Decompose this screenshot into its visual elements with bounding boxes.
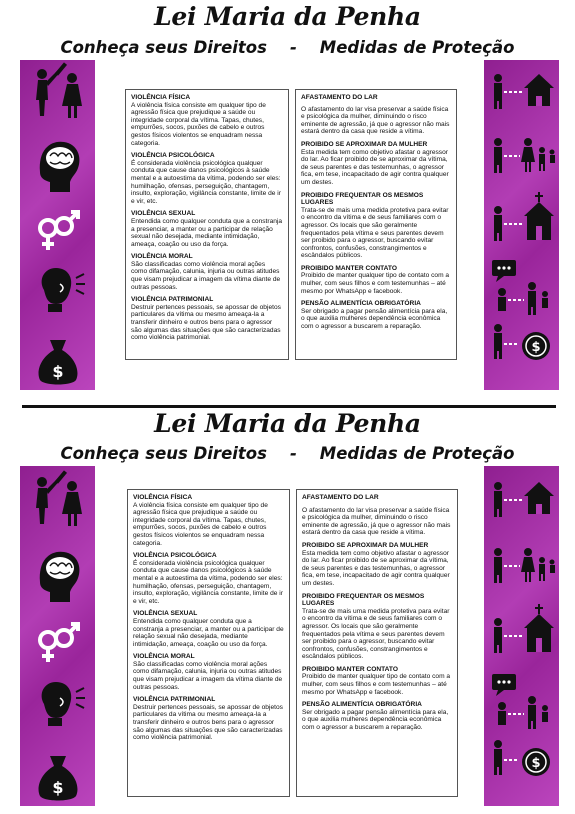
brain-icon [40,552,80,602]
section-body: Trata-se de mais uma medida protetiva para evitar o encontro da vítima e de seus familiares com o agressor. Os locais que são geralmente frequentados pela vítima e seus parentes devem ser proibido para o agressor, buscando evitar confrontos, confusões, constrangimentos e escândalos públicos. [301,206,449,260]
brain-icon [40,142,80,192]
section-title: AFASTAMENTO DO LAR [302,494,379,501]
violence-section-fisica [133,494,284,547]
section-divider [22,405,556,408]
chat-icon [492,260,548,315]
section-body: Proibido de manter qualquer tipo de contato com a mulher, com seus filhos e com testemunhas – até mesmo por WhatsApp e facebook. [302,673,451,696]
svg-text:$: $ [52,362,64,381]
svg-text:$: $ [52,778,64,797]
house-icon [494,74,554,109]
section-body: São classificadas como violência moral ações como difamação, calunia, injuria ou outras atitudes que visam prejudicar a imagem da vítima diante de outras pessoas. [131,260,281,291]
subtitle-right: Medidas de Proteção [319,38,515,57]
section-body: A violência física consiste em qualquer tipo de agressão física que prejudique a saúde ou integridade corporal da vítima. Tapas, chutes, empurrões, socos, puxões de cabelo e outros gestos físicos violentos se enquadram nessa categoria. [131,101,266,147]
measure-section-lugares [301,192,451,260]
measure-section-pensao [302,701,452,731]
section-title: PROIBIDO SE APROXIMAR DA MULHER [302,541,429,549]
coin-icon [494,324,550,360]
svg-text:$: $ [531,340,541,355]
chat-icon [492,674,548,729]
shouting-icon [42,682,85,726]
violence-section-psicologica [131,152,283,205]
page-subtitle [0,444,575,463]
page-title: Lei Maria da Penha [154,2,421,31]
section-body: Proibido de manter qualquer tipo de contato com a mulher, com seus filhos e com testemunhas – até mesmo por WhatsApp e facebook. [301,272,450,295]
measure-section-afastamento [301,94,451,136]
section-body: Esta medida tem como objetivo afastar o agressor do lar. Ao ficar proibido de se aproximar da vítima, de seus parentes e das testemunhas, o agressor fica, em tese, incapacitado de agir contra qualquer um destes. [302,549,450,587]
subtitle-left: Conheça seus Direitos [60,38,267,57]
left-icon-strip [20,466,95,806]
section-body: São classificadas como violência moral ações como difamação, calunia, injuria ou outras atitudes que visam prejudicar a imagem da vítima diante de outras pessoas. [133,660,283,691]
violence-section-moral [131,253,283,291]
section-body: É considerada violência psicológica qualquer conduta que cause danos psicológicos à saúde mental e a autoestima da vítima, podendo ser eles: humilhação, ofensas, perseguição, chantagem, insulto, exploração, vigilância constante, limite de ir e vir, etc. [133,559,283,605]
section-body: Trata-se de mais uma medida protetiva para evitar o encontro da vítima e de seus familiares com o agressor. Os locais que são geralmente frequentados pela vítima e seus parentes devem ser proibido para o agressor, buscando evitar confrontos, confusões, constrangimentos e escândalos públicos. [302,607,450,661]
left-icon-strip [20,60,95,390]
section-title: PROIBIDO FREQUENTAR OS MESMOS LUGARES [301,191,424,207]
violence-section-sexual [133,610,284,648]
gender-icon [40,624,78,662]
money-bag-icon [39,340,78,385]
violence-section-psicologica [133,552,284,605]
family-icon [494,548,555,583]
violence-section-sexual [131,210,283,248]
section-title: PROIBIDO MANTER CONTATO [302,665,398,673]
section-body: Esta medida tem como objetivo afastar o agressor do lar. Ao ficar proibido de se aproximar da vítima, de seus parentes e das testemunhas, o agressor fica, em tese, incapacitado de agir contra qualquer um destes. [301,148,449,186]
section-title: VIOLÊNCIA PATRIMONIAL [133,696,216,704]
section-title: VIOLÊNCIA SEXUAL [131,210,196,218]
violence-section-patrimonial [133,696,284,742]
section-body: A violência física consiste em qualquer tipo de agressão física que prejudique a saúde ou integridade corporal da vítima. Tapas, chutes, empurrões, socos, puxões de cabelo e outros gestos físicos violentos se enquadram nessa categoria. [133,501,268,547]
section-body: O afastamento do lar visa preservar a saúde física e psicológica da mulher, diminuindo o risco eminente de agressão, já que o agressor não mais estará dentro da casa que reside a vítima. [301,105,450,136]
page-subtitle [0,38,575,57]
measure-section-pensao [301,300,451,330]
violence-types-panel [127,489,290,797]
right-icon-strip [484,60,559,390]
flyer-bottom [0,409,575,814]
section-title: VIOLÊNCIA MORAL [133,653,195,661]
section-title: VIOLÊNCIA MORAL [131,253,193,261]
section-body: O afastamento do lar visa preservar a saúde física e psicológica da mulher, diminuindo o risco eminente de agressão, já que o agressor não mais estará dentro da casa que reside a vítima. [302,506,451,537]
section-title: VIOLÊNCIA PSICOLÓGICA [131,152,215,160]
section-title: VIOLÊNCIA PATRIMONIAL [131,296,214,304]
subtitle-right: Medidas de Proteção [319,444,515,463]
gender-icon [40,212,78,250]
section-body: Entendida como qualquer conduta que a constranja a presenciar, a manter ou a participar de relação sexual não desejada, mediante intimidação, ameaça, coação ou uso da força. [133,617,284,648]
house-icon [494,482,554,517]
section-title: VIOLÊNCIA SEXUAL [133,610,198,618]
subtitle-separator: - [289,38,297,57]
flyer-top [0,0,575,405]
shouting-icon [42,268,85,312]
section-title: PROIBIDO SE APROXIMAR DA MULHER [301,140,428,148]
svg-text:$: $ [531,756,541,771]
section-body: Entendida como qualquer conduta que a constranja a presenciar, a manter ou a participar de relação sexual não desejada, mediante intimidação, ameaça, coação ou uso da força. [131,217,283,248]
measure-section-contato [302,666,452,696]
violence-icon [36,62,82,118]
section-title: PENSÃO ALIMENTÍCIA OBRIGATÓRIA [301,300,421,308]
measure-section-aproximar [301,141,451,187]
measure-section-aproximar [302,542,452,588]
measure-section-afastamento [302,494,452,537]
measure-section-lugares [302,593,452,661]
protective-measures-panel [296,489,458,797]
violence-types-panel [125,89,289,360]
section-body: Destruir pertences pessoais, se apossar de objetos particulares da vítima ou mesmo ameaça-la a transferir dinheiro e outros bens para o agressor são algumas das situações que são caracterizadas como violência patrimonial. [131,303,281,342]
section-body: Ser obrigado a pagar pensão alimentícia para ela, o que auxilia mulheres dependência econômica com o agressor a buscarem a reparação. [301,307,448,331]
subtitle-separator: - [289,444,297,463]
violence-section-moral [133,653,284,691]
section-title: VIOLÊNCIA FÍSICA [133,494,193,501]
protective-measures-panel [295,89,457,360]
measure-section-contato [301,265,451,295]
section-title: VIOLÊNCIA FÍSICA [131,94,191,101]
right-icon-strip [484,466,559,806]
violence-icon [36,470,82,526]
page-title: Lei Maria da Penha [154,409,421,438]
money-bag-icon [39,756,78,801]
church-icon [494,192,554,241]
family-icon [494,138,555,173]
subtitle-left: Conheça seus Direitos [60,444,267,463]
section-title: VIOLÊNCIA PSICOLÓGICA [133,552,217,560]
section-title: PROIBIDO MANTER CONTATO [301,264,397,272]
section-title: PENSÃO ALIMENTÍCIA OBRIGATÓRIA [302,701,422,709]
section-body: É considerada violência psicológica qualquer conduta que cause danos psicológicos à saúde mental e a autoestima da vítima, podendo ser eles: humilhação, ofensas, perseguição, chantagem, insulto, exploração, vigilância constante, limite de ir e vir, etc. [131,159,281,205]
section-body: Destruir pertences pessoais, se apossar de objetos particulares da vítima ou mesmo ameaça-la a transferir dinheiro e outros bens para o agressor são algumas das situações que são caracterizadas como violência patrimonial. [133,703,283,742]
violence-section-fisica [131,94,283,147]
section-body: Ser obrigado a pagar pensão alimentícia para ela, o que auxilia mulheres dependência econômica com o agressor a buscarem a reparação. [302,708,449,732]
section-title: AFASTAMENTO DO LAR [301,94,378,101]
coin-icon [494,740,550,776]
church-icon [494,604,554,653]
violence-section-patrimonial [131,296,283,342]
section-title: PROIBIDO FREQUENTAR OS MESMOS LUGARES [302,592,425,608]
